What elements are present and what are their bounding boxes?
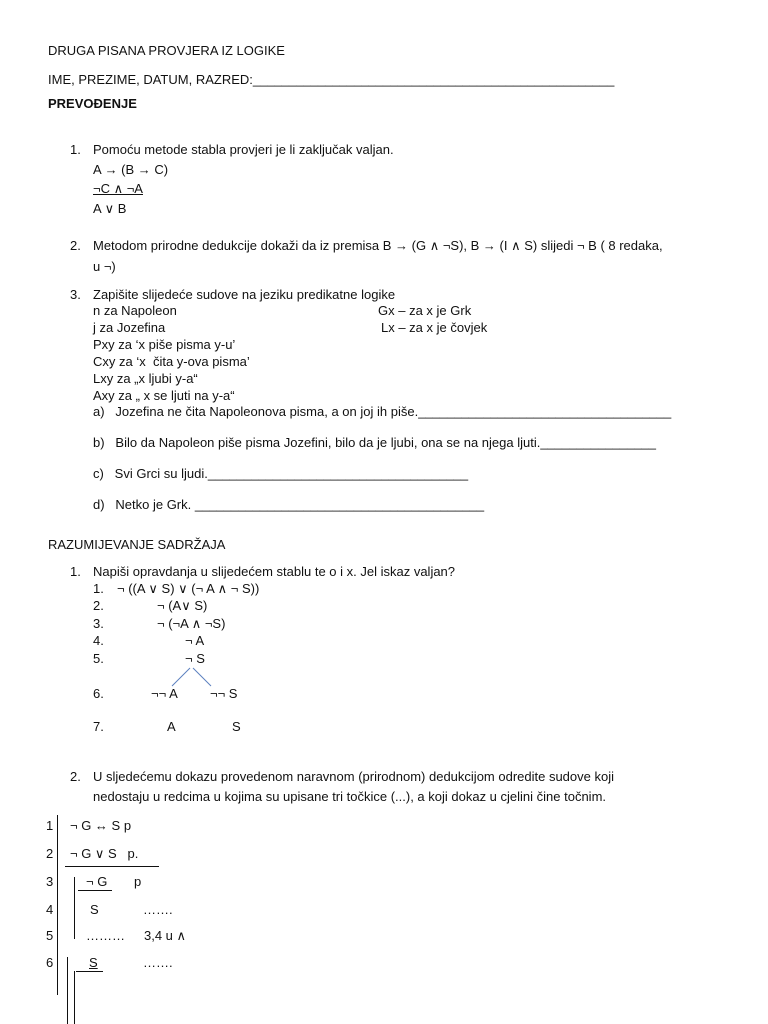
tree-branch-right: S [232, 719, 241, 734]
c1-number: 1. [70, 564, 81, 579]
q3-intro: Zapišite slijedeće sudove na jeziku predikatne logike [93, 287, 396, 302]
section-translation-heading: PREVOĐENJE [48, 96, 137, 111]
q3-def-n: n za Napoleon [93, 303, 177, 318]
tree-row-number: 7. [93, 719, 104, 734]
q1-premise-1: A → (B → C) [93, 162, 169, 177]
proof-formula: ……… [86, 928, 125, 943]
proof-formula: ¬ G ↔ S p [70, 818, 132, 833]
proof-underline [65, 866, 159, 867]
proof-formula: S [90, 902, 99, 917]
tree-row-number: 2. [93, 598, 104, 613]
tree-row-number: 6. [93, 686, 104, 701]
q3-def-l: Lx – za x je čovjek [381, 320, 488, 335]
q3-def-axy: Axy za „ x se ljuti na y-a“ [93, 388, 235, 403]
q3-item-d: d) Netko je Grk. ________________________________________ [93, 497, 485, 512]
q3-def-j: j za Jozefina [93, 320, 166, 335]
tree-row-formula: ¬ (¬A ∧ ¬S) [157, 616, 226, 631]
proof-subproof-line [67, 957, 68, 1024]
tree-row-number: 4. [93, 633, 104, 648]
q3-def-pxy: Pxy za ‘x piše pisma y-u’ [93, 337, 236, 352]
q3-item-a: a) Jozefina ne čita Napoleonova pisma, a on joj ih piše.___________________________________ [93, 404, 672, 419]
q3-item-b: b) Bilo da Napoleon piše pisma Jozefini, bilo da je ljubi, ona se na njega ljuti.________________ [93, 435, 657, 450]
tree-branch-left: A [167, 719, 176, 734]
q1-number: 1. [70, 142, 81, 157]
proof-line-number: 3 [46, 874, 54, 889]
proof-justification: 3,4 u ∧ [144, 928, 187, 943]
proof-line-number: 2 [46, 846, 54, 861]
q2-text-line2: u ¬) [93, 259, 116, 274]
tree-branch-right: ¬¬ S [210, 686, 238, 701]
q2-text-line1: Metodom prirodne dedukcije dokaži da iz premisa B → (G ∧ ¬S), B → (I ∧ S) slijedi ¬ B ( 8 redaka, [93, 238, 663, 253]
proof-justification: ……. [143, 902, 173, 917]
proof-line-number: 1 [46, 818, 54, 833]
proof-justification: ……. [143, 955, 173, 970]
q3-def-cxy: Cxy za ‘x čita y-ova pisma’ [93, 354, 250, 369]
q3-item-c: c) Svi Grci su ljudi.____________________________________ [93, 466, 469, 481]
proof-main-vertical-line [57, 815, 58, 995]
proof-formula: ¬ G [86, 874, 108, 889]
c2-text-line2: nedostaju u redcima u kojima su upisane tri točkice (...), a koji dokaz u cjelini čine točnim. [93, 789, 607, 804]
q1-text: Pomoću metode stabla provjeri je li zaključak valjan. [93, 142, 394, 157]
tree-row-formula: ¬ S [185, 651, 205, 666]
c2-text-line1: U sljedećemu dokazu provedenom naravnom (prirodnom) dedukcijom odredite sudove koji [93, 769, 614, 784]
q1-conclusion: A ∨ B [93, 201, 127, 216]
name-line: IME, PREZIME, DATUM, RAZRED:__________________________________________________ [48, 72, 615, 87]
proof-justification: p [134, 874, 142, 889]
tree-row-number: 1. [93, 581, 104, 596]
q2-number: 2. [70, 238, 81, 253]
tree-row-number: 5. [93, 651, 104, 666]
proof-formula: ¬ G ∨ S p. [70, 846, 139, 861]
tree-row-formula: ¬ ((A ∨ S) ∨ (¬ A ∧ ¬ S)) [117, 581, 260, 596]
proof-subproof-line [74, 971, 75, 1024]
tree-row-number: 3. [93, 616, 104, 631]
proof-line-number: 5 [46, 928, 54, 943]
c1-text: Napiši opravdanja u slijedećem stablu te o i x. Jel iskaz valjan? [93, 564, 456, 579]
tree-row-formula: ¬ A [185, 633, 205, 648]
tree-row-formula: ¬ (A∨ S) [157, 598, 208, 613]
tree-branch-left: ¬¬ A [151, 686, 178, 701]
c2-number: 2. [70, 769, 81, 784]
q1-premise-2: ¬C ∧ ¬A [93, 181, 143, 196]
proof-underline [76, 971, 103, 972]
proof-formula: S [89, 955, 98, 970]
q3-number: 3. [70, 287, 81, 302]
proof-subproof-line [74, 877, 75, 939]
proof-underline [78, 890, 112, 891]
doc-title: DRUGA PISANA PROVJERA IZ LOGIKE [48, 43, 285, 58]
q3-def-lxy: Lxy za „x ljubi y-a“ [93, 371, 198, 386]
section-comprehension-heading: RAZUMIJEVANJE SADRŽAJA [48, 537, 226, 552]
proof-line-number: 6 [46, 955, 54, 970]
q3-def-g: Gx – za x je Grk [378, 303, 472, 318]
proof-line-number: 4 [46, 902, 54, 917]
